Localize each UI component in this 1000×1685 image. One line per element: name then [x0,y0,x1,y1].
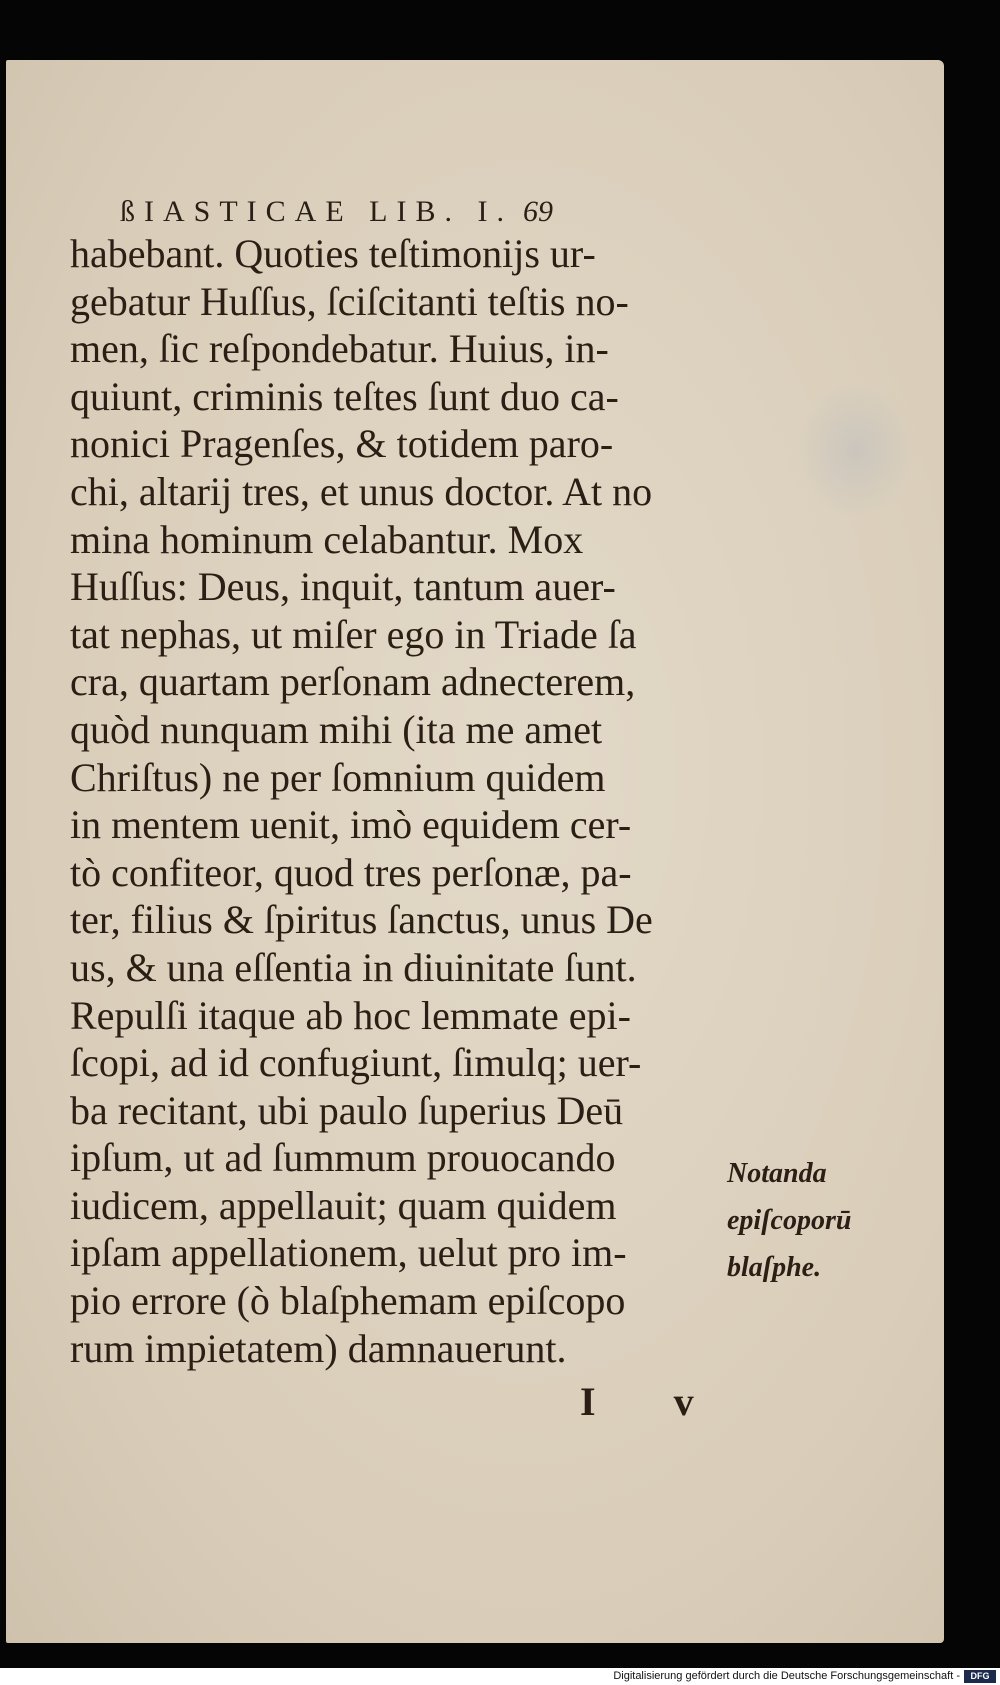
text-line: ſcopi, ad id confugiunt, ſimulq; uer- [70,1040,642,1086]
text-line: chi, altarij tres, et unus doctor. At no [70,468,653,514]
text-line: mina hominum celabantur. Mox [70,516,584,562]
text-line: quiunt, criminis teſtes ſunt duo ca- [70,373,619,419]
text-line: tat nephas, ut miſer ego in Triade ſa [70,611,637,657]
text-line: Chriſtus) ne per ſomnium quidem [70,754,606,800]
footer-bar [0,1668,1000,1685]
text-line: Repulſi itaque ab hoc lemmate epi- [70,992,631,1038]
footer-credit: Digitalisierung gefördert durch die Deutsche Forschungsgemeinschaft - [613,1670,960,1682]
text-line: ipſum, ut ad ſummum prouocando [70,1135,616,1181]
text-line: rum impietatem) damnauerunt. [70,1325,567,1371]
text-line: in mentem uenit, imò equidem cer- [70,802,632,848]
text-line: gebatur Huſſus, ſciſcitanti teſtis no- [70,278,629,324]
running-header [120,192,720,232]
text-line: Huſſus: Deus, inquit, tantum auer- [70,564,616,610]
text-line: ter, filius & ſpiritus ſanctus, unus De [70,897,653,943]
body-text [70,230,720,1372]
text-line: iudicem, appellauit; quam quidem [70,1182,617,1228]
text-line: cra, quartam perſonam adnecterem, [70,659,636,705]
text-line: habebant. Quoties teſtimonijs ur- [70,231,596,276]
paper-stain [796,380,916,520]
dfg-logo-icon: DFG [964,1670,996,1683]
text-line: tò confiteor, quod tres perſonæ, pa- [70,849,632,895]
text-line: quòd nunquam mihi (ita me amet [70,706,603,752]
text-line: ba recitant, ubi paulo ſuperius Deū [70,1087,624,1133]
page-number: 69 [522,195,553,228]
signature-mark: I v [580,1379,728,1424]
margin-note [727,1150,851,1291]
text-line: us, & una eſſentia in diuinitate ſunt. [70,944,637,990]
text-line: men, ſic reſpondebatur. Huius, in- [70,326,609,372]
text-line: nonici Pragenſes, & totidem paro- [70,421,614,467]
margin-note-line: epiſcoporū [727,1205,852,1236]
margin-note-line: Notanda [727,1158,827,1189]
text-line: pio errore (ò blaſphemam epiſcopo [70,1278,626,1324]
header-title: ßIASTICAE LIB. I. [120,195,513,228]
margin-note-line: blaſphe. [727,1252,822,1283]
text-line: ipſam appellationem, uelut pro im- [70,1230,627,1276]
